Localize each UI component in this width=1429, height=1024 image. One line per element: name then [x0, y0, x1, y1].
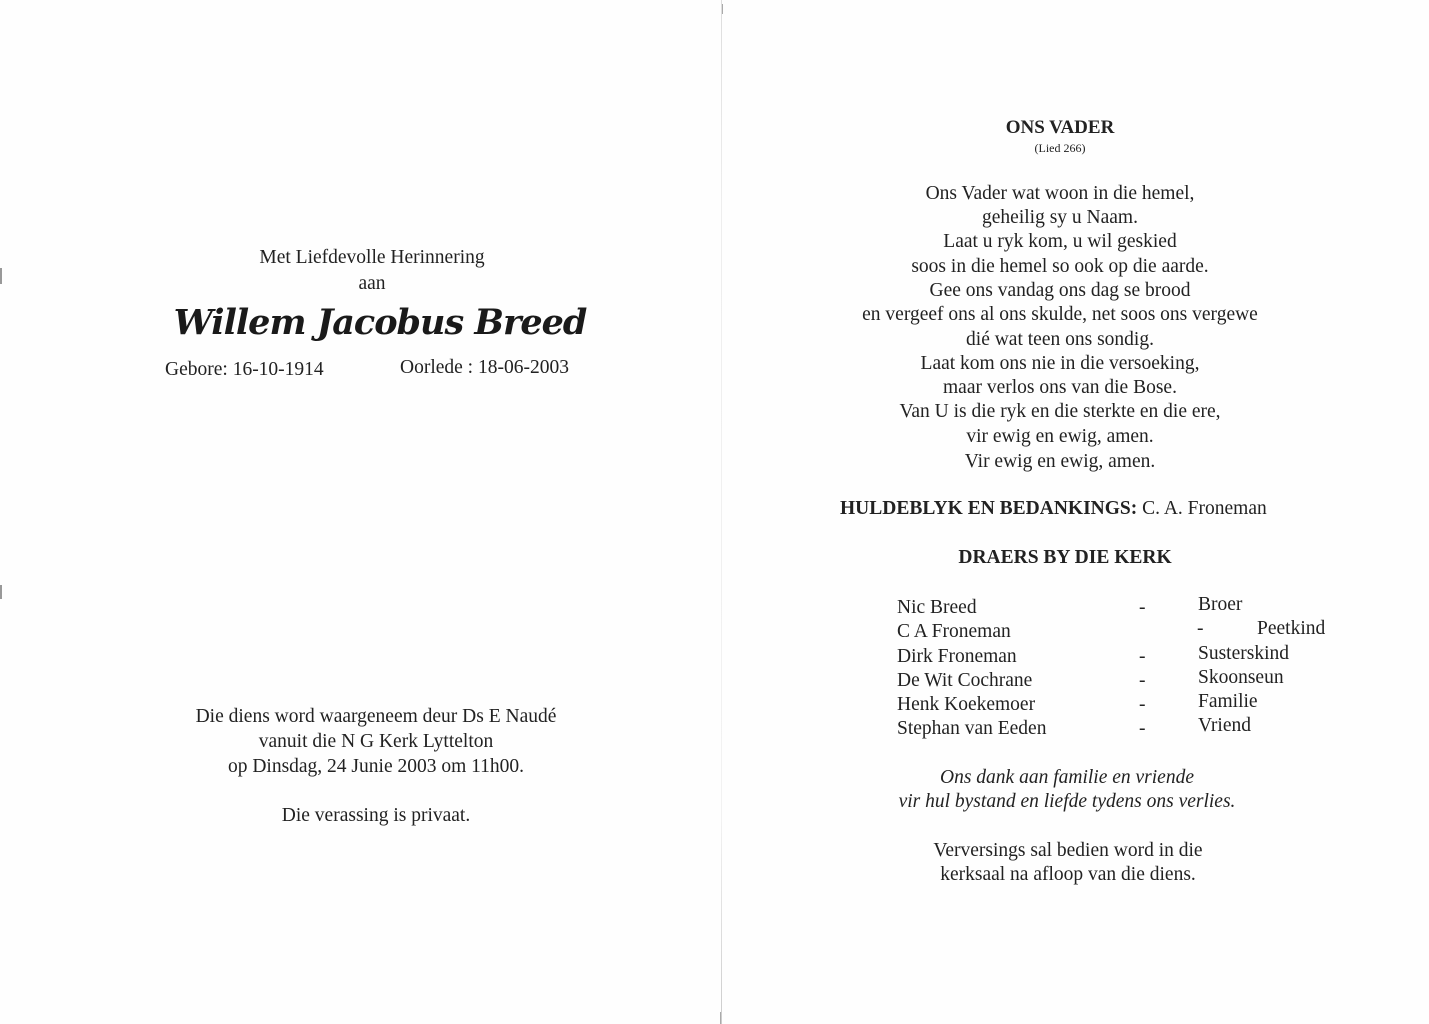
- edge-mark: [0, 268, 2, 284]
- tribute-label: HULDEBLYK EN BEDANKINGS:: [840, 498, 1138, 519]
- bearers-title: DRAERS BY DIE KERK: [958, 547, 1172, 568]
- hymn-line: maar verlos ons van die Bose.: [943, 377, 1177, 398]
- bearer-relation: Vriend: [1198, 715, 1251, 736]
- service-line-3: op Dinsdag, 24 Junie 2003 om 11h00.: [227, 756, 525, 777]
- intro-line-1: Met Liefdevolle Herinnering: [259, 247, 485, 268]
- thanks-line-2: vir hul bystand en liefde tydens ons verlies.: [898, 791, 1236, 812]
- died-date: 18-06-2003: [477, 357, 569, 378]
- service-line-1: Die diens word waargeneem deur Ds E Naudé: [195, 706, 557, 727]
- hymn-line: Vir ewig en ewig, amen.: [964, 451, 1156, 472]
- bearer-name: Henk Koekemoer: [897, 694, 1036, 715]
- bearers-list: [897, 596, 1357, 746]
- hymn-line: Gee ons vandag ons dag se brood: [929, 280, 1191, 301]
- bearer-relation: Familie: [1198, 691, 1258, 712]
- born-date: 16-10-1914: [232, 359, 324, 380]
- thanks-line-1: Ons dank aan familie en vriende: [940, 767, 1194, 788]
- bearer-dash: -: [1139, 694, 1146, 715]
- bearer-row: [897, 717, 1357, 741]
- tribute-line: [840, 497, 1320, 522]
- bearer-relation: Broer: [1198, 594, 1243, 615]
- refreshment-line-2: kerksaal na afloop van die diens.: [940, 864, 1196, 885]
- tribute-name: C. A. Froneman: [1142, 498, 1267, 519]
- hymn-line: Van U is die ryk en die sterkte en die ere,: [899, 401, 1221, 422]
- edge-mark: [0, 585, 2, 599]
- deceased-name: Willem Jacobus Breed: [173, 302, 587, 343]
- bearer-row: [897, 645, 1357, 669]
- hymn-title: ONS VADER: [1005, 117, 1115, 138]
- bearer-name: Stephan van Eeden: [897, 718, 1047, 739]
- bearer-dash: -: [1139, 670, 1146, 691]
- born-info: [165, 358, 324, 383]
- service-line-2: vanuit die N G Kerk Lyttelton: [258, 731, 494, 752]
- bearer-dash: -: [1139, 718, 1146, 739]
- bearer-name: C A Froneman: [897, 621, 1011, 642]
- intro-line-2: aan: [358, 273, 386, 294]
- died-info: [400, 356, 569, 381]
- hymn-reference: (Lied 266): [1034, 141, 1086, 155]
- hymn-line: Laat kom ons nie in die versoeking,: [920, 353, 1200, 374]
- bearer-row: [897, 620, 1357, 644]
- bearer-name: De Wit Cochrane: [897, 670, 1033, 691]
- bearer-dash: -: [1139, 597, 1146, 618]
- bearer-relation: Skoonseun: [1198, 667, 1284, 688]
- page-fold: [721, 0, 722, 1024]
- hymn-line: vir ewig en ewig, amen.: [966, 426, 1154, 447]
- bearer-name: Nic Breed: [897, 597, 977, 618]
- fold-mark-bottom: [720, 1012, 721, 1024]
- bearer-row: [897, 693, 1357, 717]
- died-label: Oorlede :: [400, 357, 474, 378]
- bearer-relation: Susterskind: [1198, 643, 1290, 664]
- hymn-line: Ons Vader wat woon in die hemel,: [925, 183, 1195, 204]
- bearer-name: Dirk Froneman: [897, 646, 1017, 667]
- hymn-line: Laat u ryk kom, u wil geskied: [943, 231, 1177, 252]
- cremation-note: Die verassing is privaat.: [281, 805, 471, 826]
- bearer-relation: Peetkind: [1257, 618, 1326, 639]
- bearer-dash: -: [1197, 618, 1204, 639]
- refreshment-line-1: Verversings sal bedien word in die: [933, 840, 1203, 861]
- hymn-line: dié wat teen ons sondig.: [966, 329, 1154, 350]
- bearer-row: [897, 669, 1357, 693]
- hymn-line: geheilig sy u Naam.: [982, 207, 1138, 228]
- born-label: Gebore:: [165, 359, 228, 380]
- bearer-dash: -: [1139, 646, 1146, 667]
- fold-mark-top: [722, 4, 723, 14]
- hymn-line: en vergeef ons al ons skulde, net soos ons vergewe: [862, 304, 1258, 325]
- hymn-line: soos in die hemel so ook op die aarde.: [911, 256, 1209, 277]
